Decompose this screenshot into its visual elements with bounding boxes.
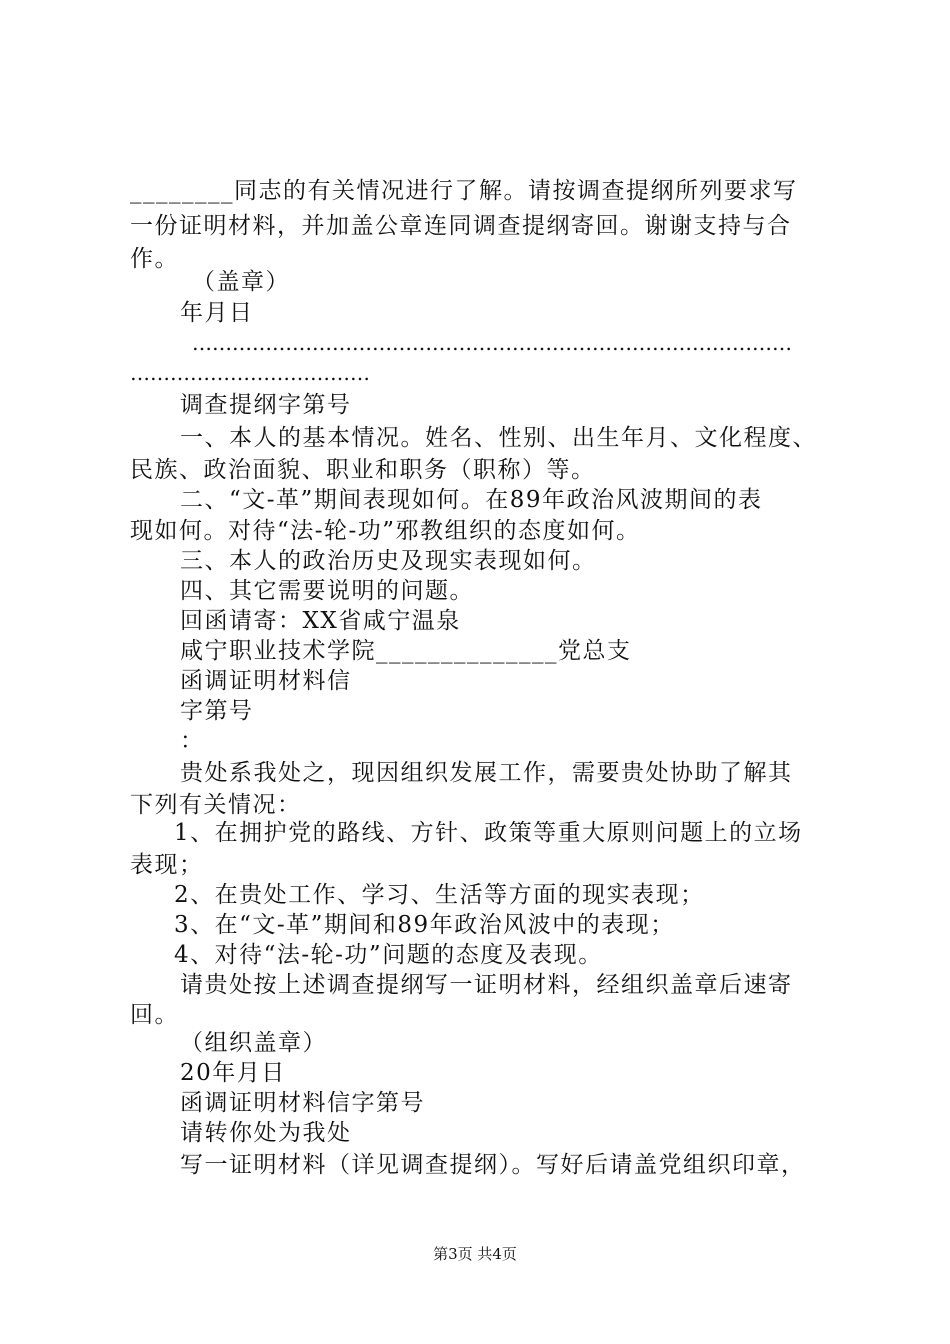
address-line: 咸宁职业技术学院______________党总支	[180, 638, 632, 664]
list-item: 1、在拥护党的路线、方针、政策等重大原则问题上的立场	[174, 820, 803, 846]
seal-label: （组织盖章）	[180, 1030, 327, 1056]
seal-label: （盖章）	[192, 269, 290, 295]
text-line: 字第号	[180, 698, 254, 724]
text-line: ：	[180, 728, 205, 754]
cut-line: ………………………………	[130, 361, 370, 385]
text-line: 贵处系我处之，现因组织发展工作，需要贵处协助了解其	[180, 760, 793, 786]
text-line: 写一证明材料（详见调查提纲）。写好后请盖党组织印章，	[180, 1152, 806, 1178]
text-line: 四、其它需要说明的问题。	[180, 578, 474, 604]
section-title: 函调证明材料信	[180, 668, 352, 694]
date-line: 20年月日	[180, 1060, 286, 1086]
list-item: 表现；	[130, 852, 204, 878]
list-item: 4、对待“法-轮-功”问题的态度及表现。	[174, 942, 603, 968]
address-line: 回函请寄：XX省咸宁温泉	[180, 608, 461, 634]
section-title: 函调证明材料信字第号	[180, 1090, 425, 1116]
text-line: ________同志的有关情况进行了解。请按调查提纲所列要求写	[130, 178, 798, 204]
list-item: 2、在贵处工作、学习、生活等方面的现实表现；	[174, 882, 705, 908]
text-line: 请转你处为我处	[180, 1120, 352, 1146]
list-item: 3、在“文-革”期间和89年政治风波中的表现；	[174, 912, 675, 938]
cut-line: ………………………………………………………………………………	[192, 331, 792, 355]
text-line: 三、本人的政治历史及现实表现如何。	[180, 548, 597, 574]
text-line: 下列有关情况：	[130, 792, 302, 818]
date-line: 年月日	[180, 300, 254, 326]
text-line: 一、本人的基本情况。姓名、性别、出生年月、文化程度、	[180, 425, 817, 451]
text-line: 请贵处按上述调查提纲写一证明材料，经组织盖章后速寄	[180, 972, 793, 998]
section-title: 调查提纲字第号	[180, 392, 352, 418]
text-line: 民族、政治面貌、职业和职务（职称）等。	[130, 457, 596, 483]
text-line: 二、“文-革”期间表现如何。在89年政治风波期间的表	[180, 487, 763, 513]
text-line: 作。	[130, 246, 179, 272]
page-footer: 第3页 共4页	[433, 1245, 517, 1263]
text-line: 回。	[130, 1002, 179, 1028]
text-line: 一份证明材料，并加盖公章连同调查提纲寄回。谢谢支持与合	[130, 213, 792, 239]
text-line: 现如何。对待“法-轮-功”邪教组织的态度如何。	[130, 518, 641, 544]
